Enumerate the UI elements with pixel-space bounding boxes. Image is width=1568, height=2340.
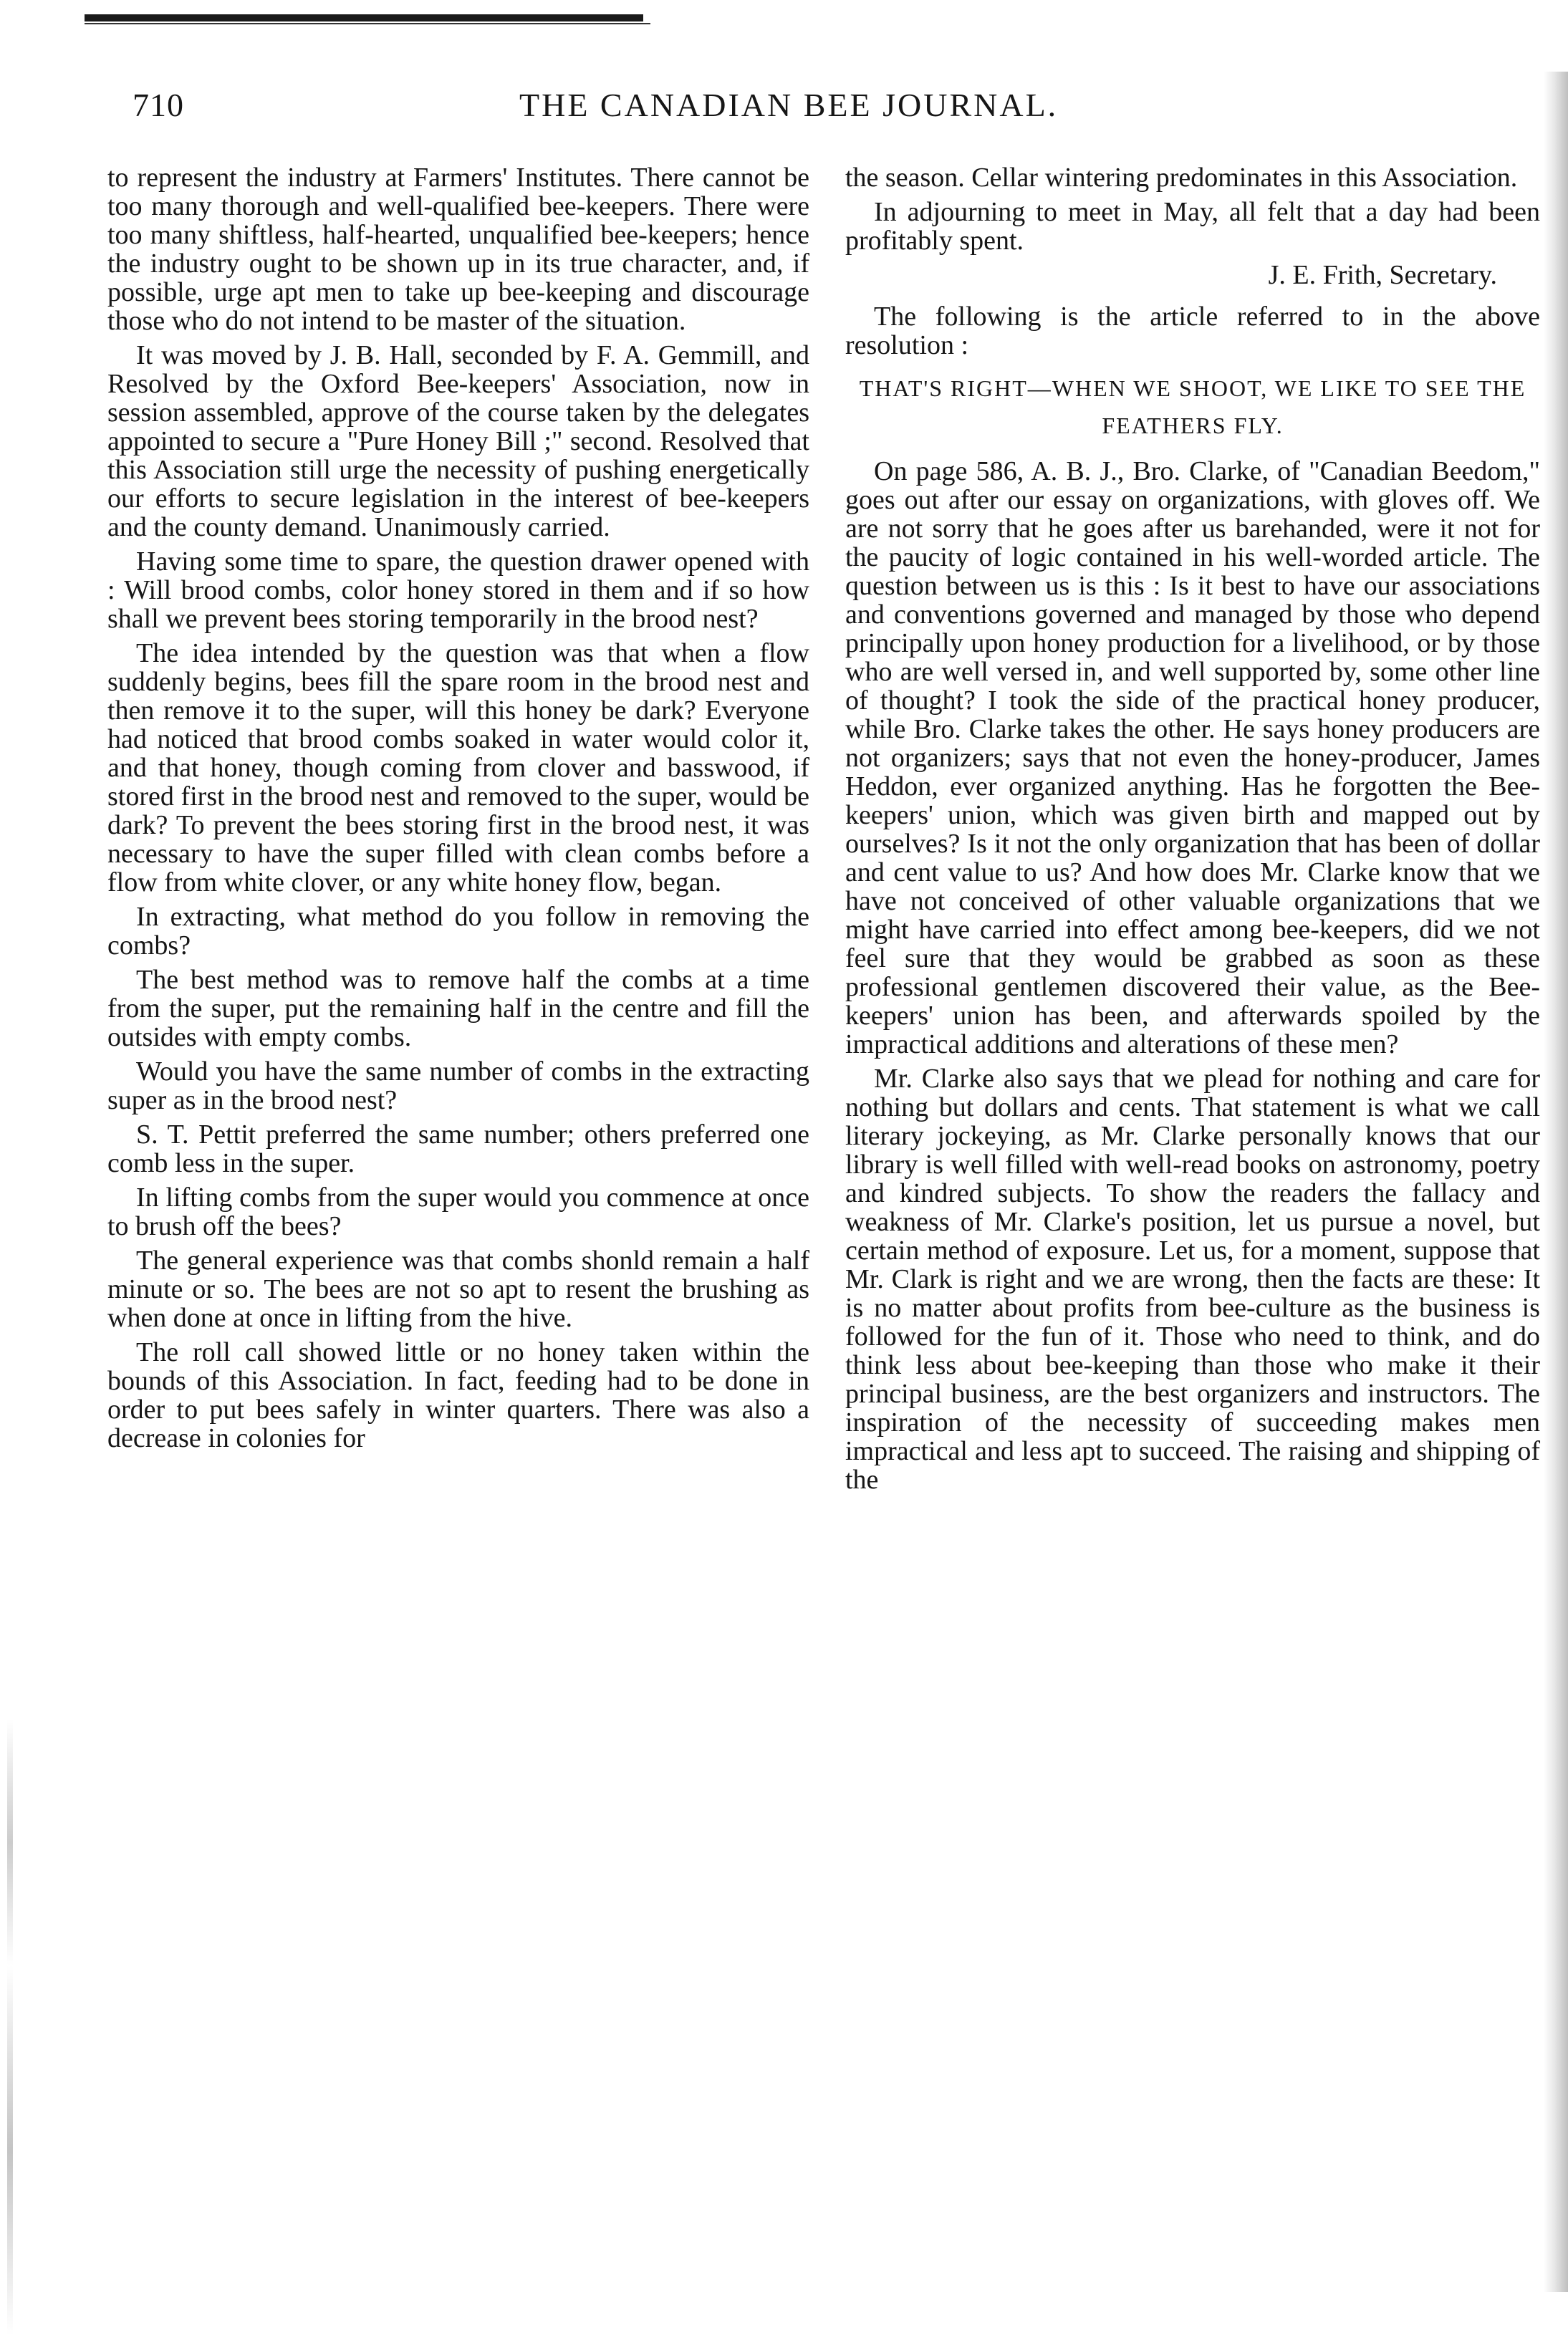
paragraph: In adjourning to meet in May, all felt that a day had been profitably spent. [845,197,1540,256]
page-edge-shadow [1544,72,1568,2292]
paragraph: On page 586, A. B. J., Bro. Clarke, of "Canadian Beedom," goes out after our essay on organizations, with gloves off. We are not sorry that he goes after us barehanded, were it not for the paucity of logic contained in his well-worded article. The question between us is this : Is it best to have our associations and conventions governed and managed by those who depend principally upon honey production for a livelihood, or by those who are well versed in, and well supported by, some other line of thought? I took the side of the practical honey producer, while Bro. Clarke takes the other. He says honey producers are not organizers; says that not even the honey-producer, James Heddon, ever organized anything. Has he forgotten the Bee-keepers' union, which was given birth and mapped out by ourselves? Is it not the only organization that has been of dollar and cent value to us? And how does Mr. Clarke know that we have not conceived of other valuable organizations that we might have carried into effect among bee-keepers, did we not feel sure that they would be grabbed as soon as these professional gentlemen discovered their value, as the Bee-keepers' union has been, and afterwards spoiled by the impractical additions and alterations of these men? [845,456,1540,1059]
answer: The general experience was that combs shonld remain a half minute or so. The bees are not so apt to resent the brushing as when done at once in lifting from the hive. [107,1246,809,1333]
question: Would you have the same number of combs in the extracting super as in the brood nest? [107,1056,809,1115]
answer: The best method was to remove half the combs at a time from the super, put the remaining half in the centre and fill the outsides with empty combs. [107,965,809,1052]
paragraph: to represent the industry at Farmers' Institutes. There cannot be too many thorough and well-qualified bee-keepers. There were too many shiftless, half-hearted, unqualified bee-keepers; hence the industry ought to be shown up in its true character, and, if possible, urge apt men to take up bee-keeping and discourage those who do not intend to be master of the situation. [107,163,809,336]
scan-top-rule [85,14,643,21]
page-header [133,86,1486,143]
page-number: 710 [133,87,184,123]
question: In lifting combs from the super would you commence at once to brush off the bees? [107,1183,809,1241]
running-head: THE CANADIAN BEE JOURNAL. [519,87,1059,123]
answer: S. T. Pettit preferred the same number; others preferred one comb less in the super. [107,1120,809,1178]
margin-marks [7,1719,13,2335]
paragraph: The roll call showed little or no honey taken within the bounds of this Association. In fact, feeding had to be done in order to put bees safely in winter quarters. There was also a decrease in colonies for [107,1337,809,1453]
paragraph: The idea intended by the question was that when a flow suddenly begins, bees fill the spare room in the brood nest and then remove it to the super, will this honey be dark? Everyone had noticed that brood combs soaked in water would color it, and that honey, though coming from clover and basswood, if stored first in the brood nest and removed to the super, would be dark? To prevent the bees storing first in the brood nest, it was necessary to have the super filled with clean combs before a flow from white clover, or any white honey flow, began. [107,638,809,897]
paragraph: It was moved by J. B. Hall, seconded by F. A. Gemmill, and Resolved by the Oxford Bee-keepers' Association, now in session assembled, approve of the course taken by the delegates appointed to secure a "Pure Honey Bill ;" second. Resolved that this Association still urge the necessity of pushing energetically our efforts to secure legislation in the interest of bee-keepers and the county demand. Unanimously carried. [107,340,809,542]
paragraph: The following is the article referred to in the above resolution : [845,302,1540,360]
article-title: THAT'S RIGHT—WHEN WE SHOOT, WE LIKE TO SEE THE FEATHERS FLY. [859,375,1526,438]
scan-top-rule-thin [85,23,650,24]
question: In extracting, what method do you follow in removing the combs? [107,902,809,960]
signature: J. E. Frith, Secretary. [1268,260,1497,290]
paragraph: the season. Cellar wintering predominates in this Association. [845,163,1518,193]
paragraph: Mr. Clarke also says that we plead for nothing and care for nothing but dollars and cents. That statement is what we call literary jockeying, as Mr. Clarke personally knows that our library is well filled with well-read books on astronomy, poetry and kindred subjects. To show the readers the fallacy and weakness of Mr. Clarke's position, let us pursue a novel, but certain method of exposure. Let us, for a moment, suppose that Mr. Clark is right and we are wrong, then the facts are these: It is no matter about profits from bee-culture as the business is followed for the fun of it. Those who need to think, and do think less about bee-keeping than those who make it their principal business, are the best organizers and instructors. The inspiration of the necessity of succeeding makes men impractical and less apt to succeed. The raising and shipping of the [845,1064,1540,1495]
paragraph: Having some time to spare, the question drawer opened with : Will brood combs, color honey stored in them and if so how shall we prevent bees storing temporarily in the brood nest? [107,547,809,634]
right-column [845,163,1540,1500]
left-column [107,163,809,1458]
